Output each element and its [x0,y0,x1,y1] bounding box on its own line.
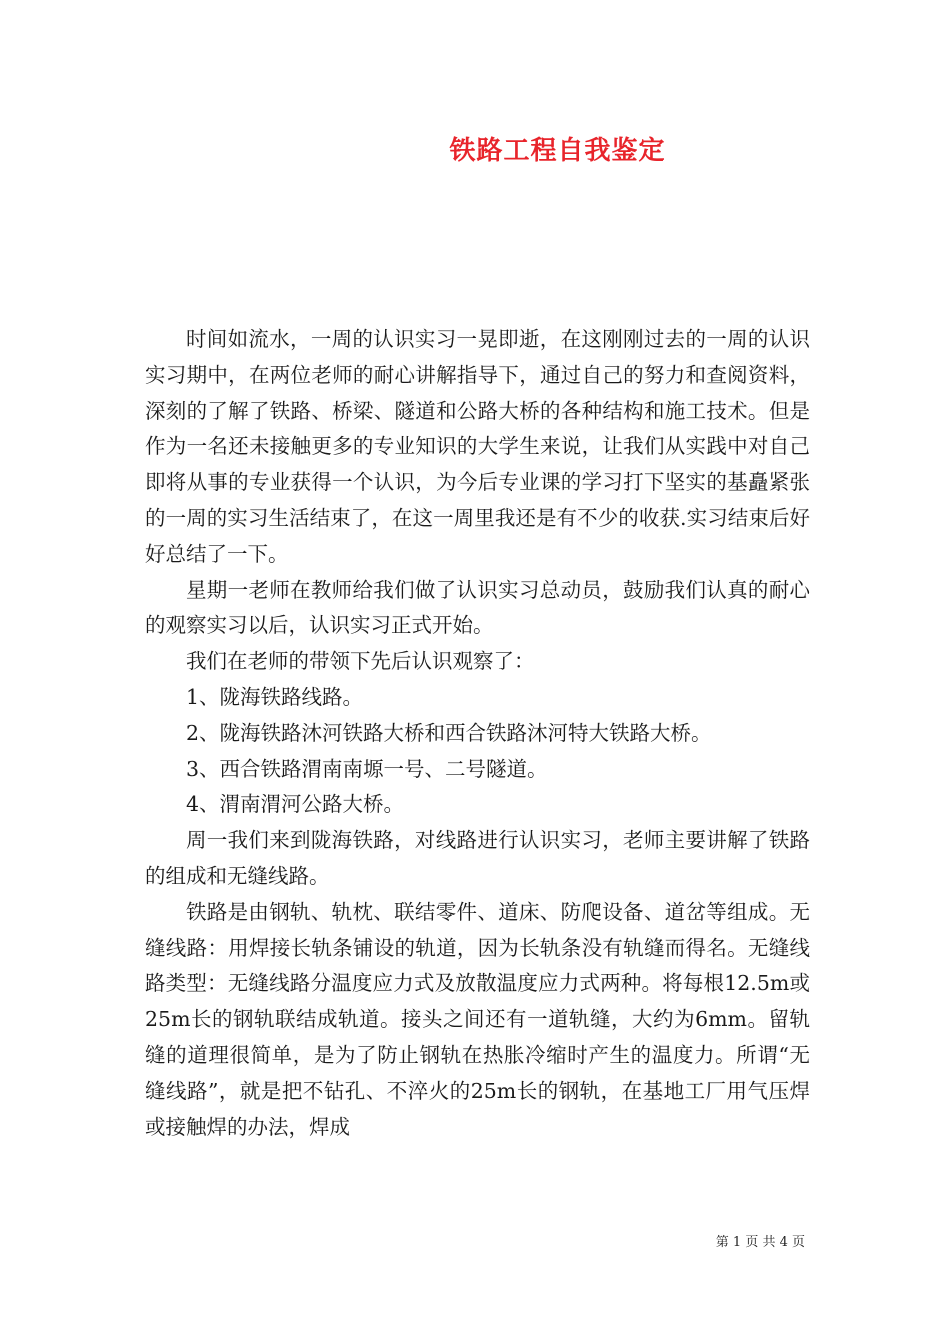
paragraph: 周一我们来到陇海铁路，对线路进行认识实习，老师主要讲解了铁路的组成和无缝线路。 [145,828,810,888]
paragraph: 时间如流水，一周的认识实习一晃即逝，在这刚刚过去的一周的认识实习期中，在两位老师的耐心讲解指导下，通过自己的努力和查阅资料，深刻的了解了铁路、桥梁、隧道和公路大桥的各种结构和施工技术。但是作为一名还未接触更多的专业知识的大学生来说，让我们从实践中对自己即将从事的专业获得一个认识，为今后专业课的学习打下坚实的基矗紧张的一周的实习生活结束了，在这一周里我还是有不少的收获.实习结束后好好总结了一下。 [145,327,810,566]
list-item: 2、陇海铁路沐河铁路大桥和西合铁路沐河特大铁路大桥。 [186,720,712,745]
list-item: 3、西合铁路渭南南塬一号、二号隧道。 [186,756,548,781]
document-body [145,322,810,1145]
paragraph: 星期一老师在教师给我们做了认识实习总动员，鼓励我们认真的耐心的观察实习以后，认识实习正式开始。 [145,577,810,638]
paragraph: 铁路是由钢轨、轨枕、联结零件、道床、防爬设备、道岔等组成。无缝线路：用焊接长轨条铺设的轨道，因为长轨条没有轨缝而得名。无缝线路类型：无缝线路分温度应力式及放散温度应力式两种。将每根12.5m或25m长的钢轨联结成轨道。接头之间还有一道轨缝，大约为6mm。留轨缝的道理很简单，是为了防止钢轨在热胀冷缩时产生的温度力。所谓“无缝线路”，就是把不钻孔、不淬火的25m长的钢轨，在基地工厂用气压焊或接触焊的办法，焊成 [145,899,810,1139]
paragraph: 我们在老师的带领下先后认识观察了： [186,649,535,674]
list-item: 4、渭南渭河公路大桥。 [186,792,405,817]
page-number-footer: 第 1 页 共 4 页 [715,1235,805,1250]
document-title: 铁路工程自我鉴定 [449,136,666,166]
list-item: 1、陇海铁路线路。 [186,684,364,709]
